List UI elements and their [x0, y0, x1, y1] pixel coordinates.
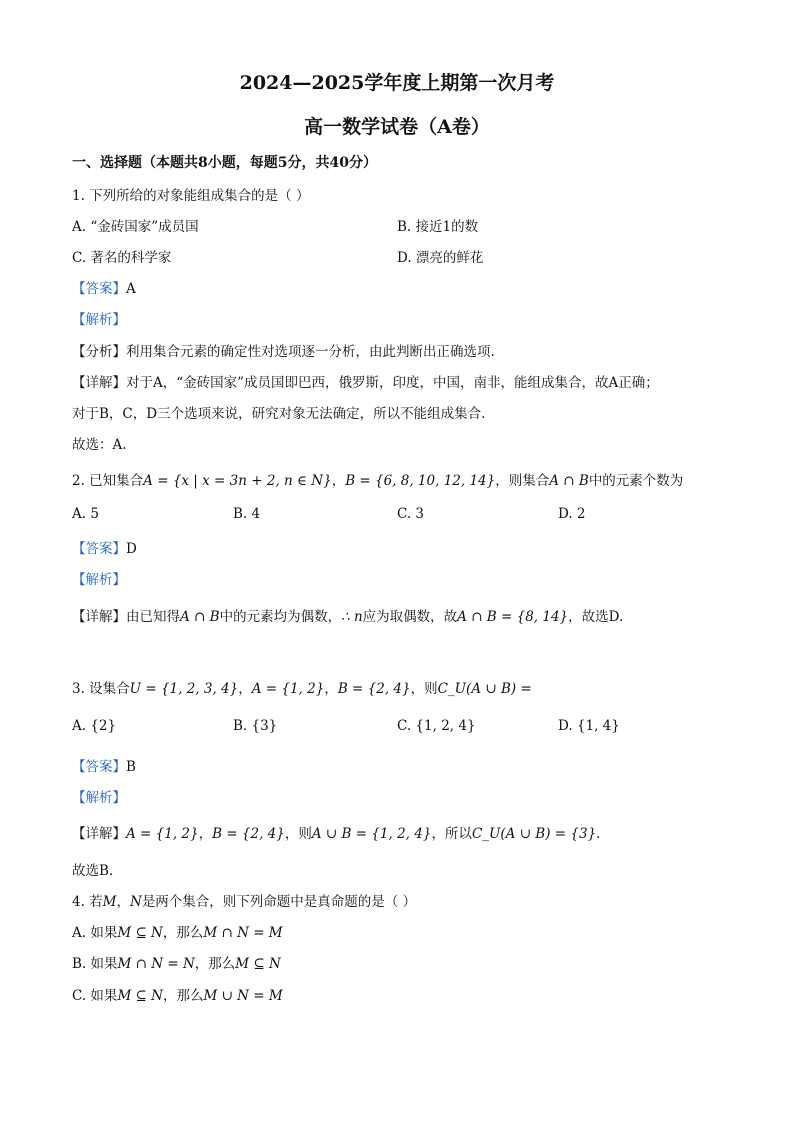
q4-stem-post: 是两个集合，则下列命题中是真命题的是（ ） — [141, 894, 417, 910]
q2-detail — [72, 605, 623, 625]
q3-detail-math-1: A = {1, 2} — [126, 826, 199, 842]
q4-stem — [72, 890, 416, 910]
q1-stem: 1. 下列所给的对象能组成集合的是（ ） — [72, 188, 310, 204]
q3-sep-2: ， — [324, 681, 338, 697]
q4-stem-sep: ， — [116, 894, 130, 910]
section-heading: 一、选择题（本题共8小题，每题5分，共40分） — [72, 155, 377, 171]
q3-set-a: A = {1, 2} — [251, 681, 325, 697]
q3-set-b: B = {2, 4} — [337, 681, 411, 697]
q1-option-a: A. “金砖国家”成员国 — [72, 219, 199, 235]
q1-option-d: D. 漂亮的鲜花 — [397, 250, 484, 266]
detail-tag: 【详解】 — [72, 609, 126, 625]
q2-detail-end: ，故选D. — [568, 609, 624, 625]
q4-b-math-1: M ∩ N = N — [117, 956, 195, 972]
q1-answer-value: A — [126, 281, 136, 297]
q1-detail-1 — [72, 371, 659, 391]
q3-detail-sep-1: ， — [198, 826, 213, 842]
q4-option-c — [72, 984, 283, 1004]
q2-option-d: D. 2 — [558, 506, 586, 522]
q2-set-a: A = {x | x = 3n + 2, n ∈ N} — [143, 473, 332, 489]
q3-stem-pre: 3. 设集合 — [72, 681, 130, 697]
q2-stem — [72, 469, 683, 489]
q2-option-b: B. 4 — [233, 506, 261, 522]
exam-subtitle: 高一数学试卷（A卷） — [304, 116, 490, 138]
q4-c-math-1: M ⊆ N — [117, 988, 163, 1004]
exam-title: 2024—2025学年度上期第一次月考 — [239, 72, 555, 94]
q2-stem-pre: 2. 已知集合 — [72, 473, 144, 489]
q3-answer-value: B — [126, 759, 136, 775]
analysis-tag: 【解析】 — [72, 572, 126, 588]
q4-b-pre: B. 如果 — [72, 956, 118, 972]
q4-c-mid: ，那么 — [162, 988, 204, 1004]
q2-detail-pre: 由已知得 — [126, 609, 180, 625]
q4-c-pre: C. 如果 — [72, 988, 118, 1004]
q3-detail-math-4: C_U(A ∪ B) = {3} — [471, 826, 597, 842]
detail-tag: 【详解】 — [72, 826, 126, 842]
q2-stem-end: 中的元素个数为 — [588, 473, 684, 489]
q4-b-mid: ，那么 — [194, 956, 236, 972]
q3-option-a: A. {2} — [72, 718, 117, 734]
q1-fenxi — [72, 340, 495, 360]
detail-tag: 【详解】 — [72, 375, 126, 391]
analysis-tag: 【解析】 — [72, 312, 126, 328]
q2-detail-mid: 中的元素均为偶数， — [219, 609, 342, 625]
q3-option-c: C. {1, 2, 4} — [397, 718, 476, 734]
q2-detail-mid2: 应为取偶数，故 — [362, 609, 458, 625]
q4-option-b — [72, 952, 281, 972]
q3-conclusion: 故选B. — [72, 863, 114, 879]
q2-option-a: A. 5 — [72, 506, 99, 522]
answer-tag: 【答案】 — [72, 759, 126, 775]
analysis-tag: 【解析】 — [72, 790, 126, 806]
q3-detail-math-2: B = {2, 4} — [212, 826, 285, 842]
q3-complement: C_U(A ∪ B) = — [437, 681, 532, 697]
q3-sep-3: ，则 — [410, 681, 438, 697]
q3-detail-math-3: A ∪ B = {1, 2, 4} — [311, 826, 432, 842]
q4-set-n: N — [130, 894, 142, 910]
q2-analysis-label — [72, 568, 126, 588]
q1-option-b: B. 接近1的数 — [397, 219, 479, 235]
q2-stem-post: ，则集合 — [495, 473, 550, 489]
q3-detail-end: . — [596, 826, 601, 842]
q2-detail-math-3: A ∩ B = {8, 14} — [457, 609, 569, 625]
q4-a-pre: A. 如果 — [72, 925, 118, 941]
q3-detail — [72, 822, 600, 842]
q3-set-u: U = {1, 2, 3, 4} — [129, 681, 239, 697]
q2-set-b: B = {6, 8, 10, 12, 14} — [345, 473, 496, 489]
answer-tag: 【答案】 — [72, 281, 126, 297]
q1-detail-2: 对于B，C，D三个选项来说，研究对象无法确定，所以不能组成集合. — [72, 406, 486, 422]
q4-stem-pre: 4. 若 — [72, 894, 103, 910]
fenxi-tag: 【分析】 — [72, 344, 126, 360]
q4-a-mid: ，那么 — [162, 925, 204, 941]
answer-tag: 【答案】 — [72, 541, 126, 557]
q2-detail-math-1: A ∩ B — [180, 609, 220, 625]
q1-answer — [72, 277, 136, 297]
q4-set-m: M — [102, 894, 117, 910]
q2-detail-math-2: ∴ n — [341, 609, 363, 625]
q2-answer-value: D — [126, 541, 137, 557]
q1-option-c: C. 著名的科学家 — [72, 250, 172, 266]
q3-detail-sep-2: ，则 — [284, 826, 312, 842]
q3-answer — [72, 755, 136, 775]
q3-detail-sep-3: ，所以 — [431, 826, 472, 842]
q2-stem-mid: ， — [331, 473, 346, 489]
q3-option-d: D. {1, 4} — [558, 718, 620, 734]
q4-a-math-1: M ⊆ N — [117, 925, 163, 941]
q1-fenxi-text: 利用集合元素的确定性对选项逐一分析，由此判断出正确选项. — [126, 344, 495, 360]
q4-b-math-2: M ⊆ N — [235, 956, 281, 972]
q2-intersection: A ∩ B — [549, 473, 589, 489]
q2-option-c: C. 3 — [397, 506, 425, 522]
q3-sep-1: ， — [238, 681, 252, 697]
q1-detail-text-1: 对于A，“金砖国家”成员国即巴西，俄罗斯，印度，中国，南非，能组成集合，故A正确； — [126, 375, 659, 391]
q1-analysis-label — [72, 308, 126, 328]
q3-stem — [72, 677, 532, 697]
q3-option-b: B. {3} — [233, 718, 278, 734]
q1-conclusion: 故选：A. — [72, 437, 127, 453]
q4-option-a — [72, 921, 283, 941]
q4-a-math-2: M ∩ N = M — [203, 925, 283, 941]
q2-answer — [72, 537, 137, 557]
q4-c-math-2: M ∪ N = M — [203, 988, 283, 1004]
q3-analysis-label — [72, 786, 126, 806]
